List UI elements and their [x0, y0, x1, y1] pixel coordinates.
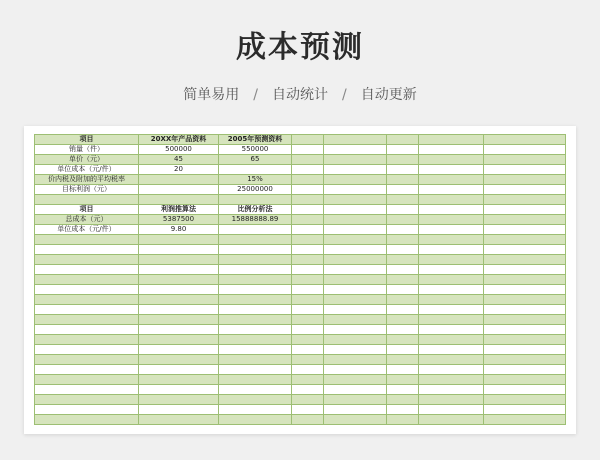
cell[interactable] — [419, 245, 484, 255]
label-cell[interactable]: 总成本（元） — [35, 215, 139, 225]
cell[interactable] — [419, 375, 484, 385]
cell[interactable] — [324, 345, 387, 355]
cell[interactable] — [419, 195, 484, 205]
cell[interactable] — [139, 305, 219, 315]
value-cell[interactable] — [139, 175, 219, 185]
table-row — [35, 385, 566, 395]
cell[interactable] — [387, 225, 419, 235]
cell[interactable] — [324, 365, 387, 375]
cell[interactable] — [292, 315, 324, 325]
cell[interactable] — [139, 395, 219, 405]
cell[interactable] — [35, 405, 139, 415]
cell[interactable] — [419, 175, 484, 185]
cell[interactable] — [324, 405, 387, 415]
cell[interactable] — [139, 345, 219, 355]
value-cell[interactable]: 20 — [139, 165, 219, 175]
cell[interactable] — [139, 405, 219, 415]
cell[interactable] — [419, 235, 484, 245]
cell[interactable] — [35, 255, 139, 265]
value-cell[interactable]: 15% — [219, 175, 292, 185]
cell[interactable] — [419, 295, 484, 305]
cell[interactable] — [35, 385, 139, 395]
cell[interactable] — [324, 175, 387, 185]
cell[interactable] — [292, 285, 324, 295]
cell[interactable] — [139, 375, 219, 385]
cell[interactable] — [324, 275, 387, 285]
cell[interactable] — [419, 385, 484, 395]
cell[interactable] — [324, 155, 387, 165]
subtitle-separator: / — [342, 87, 347, 103]
header-cell[interactable]: 项目 — [35, 135, 139, 145]
cell[interactable] — [35, 195, 139, 205]
value-cell[interactable]: 65 — [219, 155, 292, 165]
cell[interactable] — [219, 195, 292, 205]
cell[interactable] — [292, 235, 324, 245]
cell[interactable] — [292, 265, 324, 275]
cell[interactable] — [292, 175, 324, 185]
cell[interactable] — [419, 165, 484, 175]
value-cell[interactable] — [219, 225, 292, 235]
cell[interactable] — [292, 345, 324, 355]
table-row — [35, 345, 566, 355]
cell[interactable] — [484, 375, 566, 385]
cell[interactable] — [484, 225, 566, 235]
cell[interactable] — [387, 215, 419, 225]
cell[interactable] — [324, 215, 387, 225]
cell[interactable] — [35, 365, 139, 375]
cell[interactable] — [35, 345, 139, 355]
cell[interactable] — [139, 295, 219, 305]
table-row — [35, 375, 566, 385]
cell[interactable] — [324, 265, 387, 275]
cell[interactable] — [387, 305, 419, 315]
spreadsheet — [24, 126, 576, 434]
cell[interactable] — [484, 215, 566, 225]
label-cell[interactable]: 单位成本（元/件） — [35, 165, 139, 175]
value-cell[interactable] — [139, 185, 219, 195]
cell[interactable] — [139, 265, 219, 275]
cell[interactable] — [387, 185, 419, 195]
cell[interactable] — [484, 165, 566, 175]
cell[interactable] — [292, 365, 324, 375]
label-cell[interactable]: 单价（元） — [35, 155, 139, 165]
cell[interactable] — [484, 235, 566, 245]
cell[interactable] — [484, 345, 566, 355]
cell[interactable] — [484, 175, 566, 185]
cell[interactable] — [324, 295, 387, 305]
cell[interactable] — [219, 405, 292, 415]
cell[interactable] — [484, 295, 566, 305]
cell[interactable] — [139, 235, 219, 245]
cell[interactable] — [387, 205, 419, 215]
cell[interactable] — [35, 395, 139, 405]
cell[interactable] — [484, 385, 566, 395]
cell[interactable] — [419, 325, 484, 335]
cell[interactable] — [139, 255, 219, 265]
page-subtitle — [0, 84, 600, 104]
cell[interactable] — [419, 265, 484, 275]
cell[interactable] — [324, 145, 387, 155]
cell[interactable] — [419, 315, 484, 325]
cell[interactable] — [484, 195, 566, 205]
cell[interactable] — [387, 325, 419, 335]
cell[interactable] — [292, 205, 324, 215]
cell[interactable] — [324, 195, 387, 205]
cell[interactable] — [139, 275, 219, 285]
cell[interactable] — [219, 305, 292, 315]
cell[interactable] — [484, 135, 566, 145]
cell[interactable] — [35, 295, 139, 305]
cell[interactable] — [324, 255, 387, 265]
table-row — [35, 355, 566, 365]
cell[interactable] — [484, 405, 566, 415]
cell[interactable] — [324, 315, 387, 325]
cell[interactable] — [219, 415, 292, 425]
table-row — [35, 255, 566, 265]
cell[interactable] — [35, 235, 139, 245]
table-row — [35, 415, 566, 425]
cell[interactable] — [387, 175, 419, 185]
value-cell[interactable] — [219, 165, 292, 175]
cell[interactable] — [35, 355, 139, 365]
cell[interactable] — [387, 355, 419, 365]
cell[interactable] — [35, 265, 139, 275]
value-cell[interactable]: 45 — [139, 155, 219, 165]
cell[interactable] — [484, 205, 566, 215]
cell[interactable] — [219, 355, 292, 365]
cell[interactable] — [292, 405, 324, 415]
cell[interactable] — [292, 335, 324, 345]
cell[interactable] — [139, 385, 219, 395]
label-cell[interactable]: 价内税及附加的平均税率 — [35, 175, 139, 185]
cell[interactable] — [139, 355, 219, 365]
value-cell[interactable]: 550000 — [219, 145, 292, 155]
cell[interactable] — [419, 365, 484, 375]
cell[interactable] — [387, 295, 419, 305]
cell[interactable] — [35, 375, 139, 385]
cell[interactable] — [419, 335, 484, 345]
table-row — [35, 285, 566, 295]
cell[interactable] — [139, 195, 219, 205]
cell[interactable] — [484, 395, 566, 405]
table-row — [35, 215, 566, 225]
cell[interactable] — [419, 415, 484, 425]
cell[interactable] — [484, 255, 566, 265]
value-cell[interactable]: 15888888.89 — [219, 215, 292, 225]
cell[interactable] — [484, 325, 566, 335]
cell[interactable] — [484, 155, 566, 165]
cell[interactable] — [292, 185, 324, 195]
cell[interactable] — [419, 345, 484, 355]
table-row — [35, 335, 566, 345]
cell[interactable] — [419, 185, 484, 195]
cell[interactable] — [324, 235, 387, 245]
table-row — [35, 315, 566, 325]
cell[interactable] — [419, 145, 484, 155]
cell[interactable] — [484, 245, 566, 255]
cell[interactable] — [292, 375, 324, 385]
cell[interactable] — [219, 255, 292, 265]
cell[interactable] — [219, 265, 292, 275]
cell[interactable] — [484, 285, 566, 295]
label-cell[interactable]: 销量（件） — [35, 145, 139, 155]
subtitle-item-auto-update: 自动更新 — [360, 87, 417, 103]
cell[interactable] — [324, 355, 387, 365]
cell[interactable] — [419, 395, 484, 405]
cell[interactable] — [324, 335, 387, 345]
cell[interactable] — [419, 135, 484, 145]
cell[interactable] — [324, 135, 387, 145]
cell[interactable] — [387, 365, 419, 375]
header-cell[interactable]: 比例分析法 — [219, 205, 292, 215]
cell[interactable] — [292, 385, 324, 395]
cell[interactable] — [419, 255, 484, 265]
table-row — [35, 175, 566, 185]
cell[interactable] — [292, 135, 324, 145]
cell[interactable] — [219, 375, 292, 385]
cell[interactable] — [292, 415, 324, 425]
cell[interactable] — [387, 235, 419, 245]
cell[interactable] — [387, 375, 419, 385]
cell[interactable] — [387, 275, 419, 285]
table-row — [35, 325, 566, 335]
cell[interactable] — [139, 415, 219, 425]
cell[interactable] — [387, 265, 419, 275]
cell[interactable] — [292, 225, 324, 235]
value-cell[interactable]: 5387500 — [139, 215, 219, 225]
table-row — [35, 295, 566, 305]
cell[interactable] — [219, 395, 292, 405]
cell[interactable] — [292, 275, 324, 285]
cell[interactable] — [219, 315, 292, 325]
cell[interactable] — [484, 145, 566, 155]
cell[interactable] — [219, 345, 292, 355]
cell[interactable] — [419, 305, 484, 315]
subtitle-item-auto-stats: 自动统计 — [272, 87, 328, 103]
spreadsheet-grid — [34, 134, 566, 425]
cell[interactable] — [292, 245, 324, 255]
table-row — [35, 395, 566, 405]
cell[interactable] — [219, 285, 292, 295]
cell[interactable] — [219, 235, 292, 245]
cell[interactable] — [387, 135, 419, 145]
cell[interactable] — [292, 325, 324, 335]
cell[interactable] — [35, 325, 139, 335]
cell[interactable] — [324, 205, 387, 215]
cell[interactable] — [219, 275, 292, 285]
cell[interactable] — [324, 225, 387, 235]
cell[interactable] — [35, 415, 139, 425]
cell[interactable] — [292, 255, 324, 265]
cell[interactable] — [387, 145, 419, 155]
cell[interactable] — [324, 165, 387, 175]
cell[interactable] — [324, 245, 387, 255]
cell[interactable] — [324, 325, 387, 335]
cell[interactable] — [35, 285, 139, 295]
table-row — [35, 185, 566, 195]
cell[interactable] — [419, 205, 484, 215]
cell[interactable] — [292, 305, 324, 315]
cell[interactable] — [387, 255, 419, 265]
value-cell[interactable]: 500000 — [139, 145, 219, 155]
cell[interactable] — [324, 185, 387, 195]
cell[interactable] — [35, 245, 139, 255]
cell[interactable] — [387, 335, 419, 345]
cell[interactable] — [484, 265, 566, 275]
value-cell[interactable]: 25000000 — [219, 185, 292, 195]
cell[interactable] — [292, 395, 324, 405]
cell[interactable] — [292, 295, 324, 305]
table-row — [35, 195, 566, 205]
cell[interactable] — [419, 215, 484, 225]
cell[interactable] — [484, 185, 566, 195]
header-cell[interactable]: 利润推算法 — [139, 205, 219, 215]
cell[interactable] — [292, 215, 324, 225]
header-cell[interactable]: 项目 — [35, 205, 139, 215]
page-title: 成本预测 — [236, 30, 364, 65]
cell[interactable] — [419, 155, 484, 165]
cell[interactable] — [324, 305, 387, 315]
cell[interactable] — [387, 315, 419, 325]
cell[interactable] — [484, 315, 566, 325]
table-row — [35, 365, 566, 375]
cell[interactable] — [484, 335, 566, 345]
table-row — [35, 265, 566, 275]
cell[interactable] — [139, 365, 219, 375]
cell[interactable] — [35, 335, 139, 345]
cell[interactable] — [324, 285, 387, 295]
cell[interactable] — [387, 385, 419, 395]
cell[interactable] — [484, 365, 566, 375]
table-row — [35, 275, 566, 285]
cell[interactable] — [219, 335, 292, 345]
table-row — [35, 155, 566, 165]
cell[interactable] — [387, 395, 419, 405]
cell[interactable] — [292, 195, 324, 205]
table-row — [35, 225, 566, 235]
cell[interactable] — [387, 405, 419, 415]
cell[interactable] — [387, 345, 419, 355]
header-cell[interactable]: 2005年预测资料 — [219, 135, 292, 145]
cell[interactable] — [484, 415, 566, 425]
subtitle-item-easy: 简单易用 — [183, 87, 240, 103]
subtitle-separator: / — [253, 87, 258, 103]
cell[interactable] — [324, 415, 387, 425]
cell[interactable] — [35, 315, 139, 325]
cell[interactable] — [324, 395, 387, 405]
cell[interactable] — [387, 155, 419, 165]
cell[interactable] — [292, 165, 324, 175]
header-cell[interactable]: 20XX年产品资料 — [139, 135, 219, 145]
cell[interactable] — [219, 325, 292, 335]
cell[interactable] — [324, 385, 387, 395]
cell[interactable] — [219, 365, 292, 375]
cell[interactable] — [219, 245, 292, 255]
cell[interactable] — [139, 245, 219, 255]
cell[interactable] — [484, 305, 566, 315]
cell[interactable] — [419, 225, 484, 235]
cell[interactable] — [35, 305, 139, 315]
cell[interactable] — [292, 155, 324, 165]
cell[interactable] — [35, 275, 139, 285]
table-row — [35, 235, 566, 245]
cell[interactable] — [387, 285, 419, 295]
label-cell[interactable]: 单位成本（元/件） — [35, 225, 139, 235]
label-cell[interactable]: 目标利润（元） — [35, 185, 139, 195]
cell[interactable] — [292, 355, 324, 365]
cell[interactable] — [419, 355, 484, 365]
table-row — [35, 305, 566, 315]
cell[interactable] — [419, 285, 484, 295]
cell[interactable] — [387, 195, 419, 205]
cell[interactable] — [292, 145, 324, 155]
cell[interactable] — [419, 405, 484, 415]
cell[interactable] — [387, 415, 419, 425]
cell[interactable] — [139, 335, 219, 345]
cell[interactable] — [484, 355, 566, 365]
table-row — [35, 405, 566, 415]
cell[interactable] — [139, 285, 219, 295]
table-row — [35, 135, 566, 145]
value-cell[interactable]: 9.80 — [139, 225, 219, 235]
table-row — [35, 165, 566, 175]
cell[interactable] — [484, 275, 566, 285]
cell[interactable] — [387, 165, 419, 175]
cell[interactable] — [387, 245, 419, 255]
cell[interactable] — [139, 315, 219, 325]
cell[interactable] — [219, 295, 292, 305]
cell[interactable] — [219, 385, 292, 395]
cell[interactable] — [324, 375, 387, 385]
cell[interactable] — [419, 275, 484, 285]
table-row — [35, 145, 566, 155]
table-row — [35, 205, 566, 215]
cell[interactable] — [139, 325, 219, 335]
table-row — [35, 245, 566, 255]
